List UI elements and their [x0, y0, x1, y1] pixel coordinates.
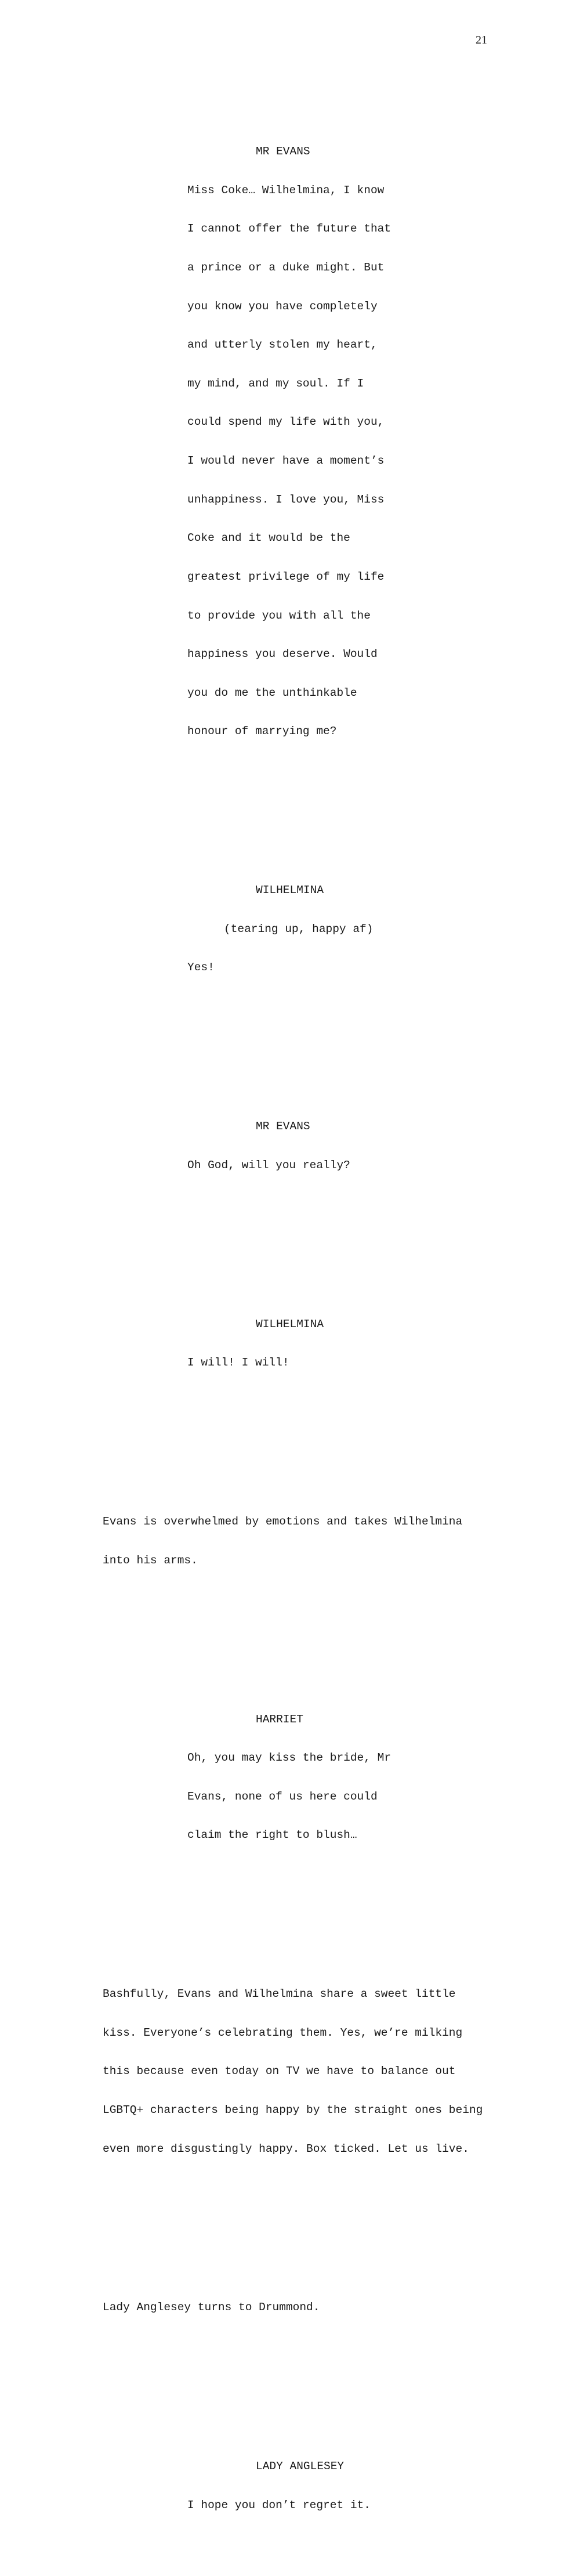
action-line: Lady Anglesey turns to Drummond. — [103, 2301, 320, 2314]
character-name: MR EVANS — [256, 1120, 310, 1133]
dialogue-line: I will! I will! — [187, 1356, 289, 1370]
action-line: LGBTQ+ characters being happy by the straight ones being — [103, 2104, 483, 2117]
dialogue-line: my mind, and my soul. If I — [187, 377, 364, 390]
parenthetical: (tearing up, happy af) — [224, 922, 374, 935]
action-block — [0, 1490, 580, 1593]
dialogue-line: Evans, none of us here could — [187, 1790, 378, 1803]
script-body — [0, 68, 580, 2576]
dialogue-block — [0, 2434, 580, 2538]
action-block — [0, 2275, 580, 2340]
character-name: HARRIET — [256, 1712, 303, 1726]
dialogue-line: claim the right to blush… — [187, 1829, 357, 1842]
dialogue-line: and utterly stolen my heart, — [187, 338, 378, 352]
dialogue-line: a prince or a duke might. But — [187, 261, 385, 274]
action-line: Evans is overwhelmed by emotions and takes Wilhelmina — [103, 1515, 463, 1529]
page-number: 21 — [476, 34, 487, 46]
dialogue-block — [0, 120, 580, 764]
dialogue-line: happiness you deserve. Would — [187, 648, 378, 661]
dialogue-block — [0, 1687, 580, 1867]
dialogue-line: honour of marrying me? — [187, 725, 337, 738]
dialogue-line: Yes! — [187, 961, 215, 974]
dialogue-line: I cannot offer the future that — [187, 222, 392, 236]
character-name: WILHELMINA — [256, 884, 324, 897]
character-name: LADY ANGLESEY — [256, 2460, 345, 2473]
dialogue-line: could spend my life with you, — [187, 416, 385, 429]
dialogue-line: you know you have completely — [187, 299, 378, 313]
action-line: even more disgustingly happy. Box ticked. Let us live. — [103, 2142, 469, 2155]
dialogue-line: Oh, you may kiss the bride, Mr — [187, 1751, 392, 1765]
dialogue-line: I would never have a moment’s — [187, 454, 385, 468]
action-line: kiss. Everyone’s celebrating them. Yes, we’re milking — [103, 2026, 463, 2039]
dialogue-line: I hope you don’t regret it. — [187, 2498, 371, 2512]
dialogue-line: Oh God, will you really? — [187, 1158, 350, 1172]
character-name: MR EVANS — [256, 145, 310, 158]
dialogue-line: Miss Coke… Wilhelmina, I know — [187, 183, 385, 197]
dialogue-block — [0, 1094, 580, 1198]
dialogue-line: greatest privilege of my life — [187, 570, 385, 583]
action-line: Bashfully, Evans and Wilhelmina share a sweet little — [103, 1988, 456, 2001]
dialogue-block — [0, 858, 580, 1000]
dialogue-line: you do me the unthinkable — [187, 686, 357, 699]
character-name: WILHELMINA — [256, 1317, 324, 1331]
dialogue-line: to provide you with all the — [187, 609, 371, 622]
action-block — [0, 1962, 580, 2181]
dialogue-line: unhappiness. I love you, Miss — [187, 493, 385, 506]
action-line: this because even today on TV we have to balance out — [103, 2065, 456, 2078]
action-line: into his arms. — [103, 1553, 198, 1567]
dialogue-line: Coke and it would be the — [187, 532, 350, 545]
dialogue-block — [0, 1292, 580, 1395]
